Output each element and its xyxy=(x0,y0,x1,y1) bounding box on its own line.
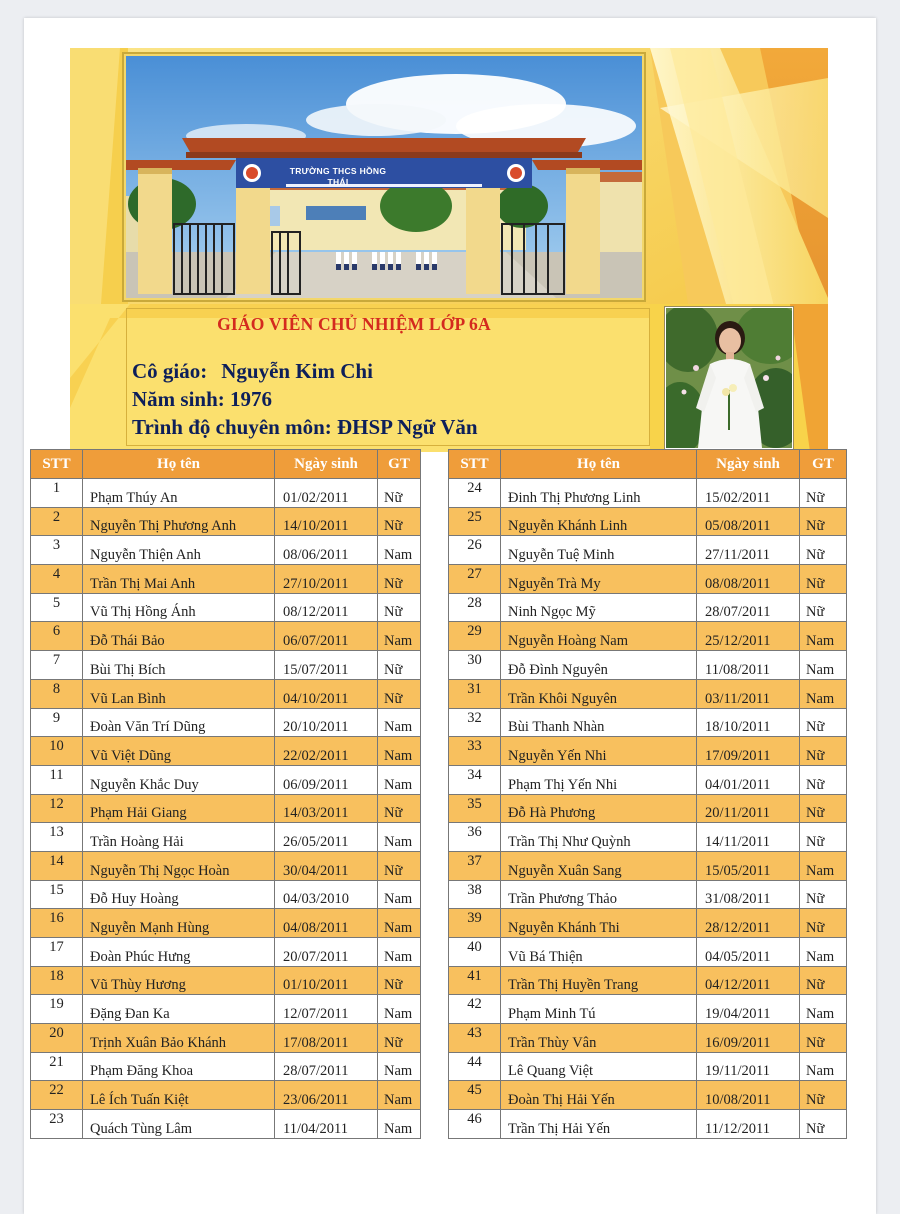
table-row xyxy=(449,536,847,565)
birth-date-cell: 11/12/2011 xyxy=(697,1110,800,1139)
table-row xyxy=(31,794,421,823)
table-row xyxy=(31,708,421,737)
student-name-cell: Nguyễn Xuân Sang xyxy=(501,851,697,880)
student-name-cell: Vũ Lan Bình xyxy=(83,679,275,708)
student-number-cell: 40 xyxy=(449,938,501,967)
student-number-cell: 11 xyxy=(31,765,83,794)
col-header-name: Họ tên xyxy=(501,450,697,479)
table-row xyxy=(449,593,847,622)
student-number-cell: 22 xyxy=(31,1081,83,1110)
gender-cell: Nam xyxy=(378,1052,421,1081)
student-name-cell: Trịnh Xuân Bảo Khánh xyxy=(83,1024,275,1053)
col-header-dob: Ngày sinh xyxy=(697,450,800,479)
table-row xyxy=(31,880,421,909)
table-row xyxy=(31,851,421,880)
birth-date-cell: 04/01/2011 xyxy=(697,765,800,794)
student-name-cell: Phạm Thúy An xyxy=(83,479,275,508)
birth-date-cell: 04/05/2011 xyxy=(697,938,800,967)
table-row xyxy=(31,1052,421,1081)
birth-date-cell: 17/08/2011 xyxy=(275,1024,378,1053)
student-number-cell: 8 xyxy=(31,679,83,708)
gender-cell: Nam xyxy=(378,708,421,737)
table-row xyxy=(449,708,847,737)
gender-cell: Nữ xyxy=(800,1081,847,1110)
student-number-cell: 9 xyxy=(31,708,83,737)
gender-cell: Nam xyxy=(800,851,847,880)
table-row xyxy=(449,622,847,651)
student-name-cell: Nguyễn Thiện Anh xyxy=(83,536,275,565)
table-row xyxy=(449,737,847,766)
teacher-qualification: Trình độ chuyên môn: ĐHSP Ngữ Văn xyxy=(132,415,478,439)
gender-cell: Nữ xyxy=(800,765,847,794)
student-name-cell: Nguyễn Thị Ngọc Hoàn xyxy=(83,851,275,880)
student-name-cell: Trần Thị Mai Anh xyxy=(83,565,275,594)
student-number-cell: 43 xyxy=(449,1024,501,1053)
student-name-cell: Đoàn Văn Trí Dũng xyxy=(83,708,275,737)
gender-cell: Nam xyxy=(800,651,847,680)
gender-cell: Nam xyxy=(378,995,421,1024)
table-row xyxy=(449,679,847,708)
table-header-row xyxy=(449,450,847,479)
gender-cell: Nữ xyxy=(378,507,421,536)
birth-date-cell: 18/10/2011 xyxy=(697,708,800,737)
gender-cell: Nam xyxy=(378,909,421,938)
table-row xyxy=(449,909,847,938)
table-row xyxy=(449,651,847,680)
table-row xyxy=(31,622,421,651)
student-name-cell: Nguyễn Khánh Linh xyxy=(501,507,697,536)
student-number-cell: 3 xyxy=(31,536,83,565)
student-name-cell: Phạm Thị Yến Nhi xyxy=(501,765,697,794)
student-number-cell: 7 xyxy=(31,651,83,680)
gender-cell: Nữ xyxy=(800,507,847,536)
student-name-cell: Trần Hoàng Hải xyxy=(83,823,275,852)
student-name-cell: Phạm Đăng Khoa xyxy=(83,1052,275,1081)
birth-date-cell: 08/12/2011 xyxy=(275,593,378,622)
gender-cell: Nam xyxy=(378,1081,421,1110)
gender-cell: Nam xyxy=(378,880,421,909)
student-name-cell: Đinh Thị Phương Linh xyxy=(501,479,697,508)
gender-cell: Nữ xyxy=(378,593,421,622)
gender-cell: Nam xyxy=(800,938,847,967)
col-header-stt: STT xyxy=(449,450,501,479)
student-number-cell: 2 xyxy=(31,507,83,536)
birth-date-cell: 20/07/2011 xyxy=(275,938,378,967)
student-name-cell: Đỗ Hà Phương xyxy=(501,794,697,823)
table-row xyxy=(449,765,847,794)
table-row xyxy=(449,479,847,508)
birth-date-cell: 11/04/2011 xyxy=(275,1110,378,1139)
gender-cell: Nữ xyxy=(800,880,847,909)
col-header-gender: GT xyxy=(800,450,847,479)
birth-date-cell: 14/10/2011 xyxy=(275,507,378,536)
birth-date-cell: 08/08/2011 xyxy=(697,565,800,594)
gender-cell: Nữ xyxy=(800,593,847,622)
birth-date-cell: 17/09/2011 xyxy=(697,737,800,766)
gender-cell: Nữ xyxy=(378,479,421,508)
birth-date-cell: 20/10/2011 xyxy=(275,708,378,737)
student-name-cell: Trần Khôi Nguyên xyxy=(501,679,697,708)
table-row xyxy=(449,823,847,852)
school-gate-photo xyxy=(126,56,642,298)
student-name-cell: Lê Quang Việt xyxy=(501,1052,697,1081)
table-row xyxy=(449,565,847,594)
gender-cell: Nữ xyxy=(800,909,847,938)
student-number-cell: 12 xyxy=(31,794,83,823)
birth-date-cell: 12/07/2011 xyxy=(275,995,378,1024)
table-row xyxy=(449,851,847,880)
table-row xyxy=(31,593,421,622)
teacher-label: Cô giáo: xyxy=(132,359,208,383)
student-name-cell: Vũ Thị Hồng Ánh xyxy=(83,593,275,622)
student-name-cell: Quách Tùng Lâm xyxy=(83,1110,275,1139)
student-name-cell: Ninh Ngọc Mỹ xyxy=(501,593,697,622)
student-name-cell: Vũ Thùy Hương xyxy=(83,966,275,995)
birth-date-cell: 15/05/2011 xyxy=(697,851,800,880)
gender-cell: Nam xyxy=(800,679,847,708)
birth-date-cell: 06/09/2011 xyxy=(275,765,378,794)
student-number-cell: 15 xyxy=(31,880,83,909)
table-row xyxy=(31,1110,421,1139)
student-number-cell: 5 xyxy=(31,593,83,622)
birth-date-cell: 27/11/2011 xyxy=(697,536,800,565)
student-number-cell: 10 xyxy=(31,737,83,766)
gender-cell: Nữ xyxy=(378,565,421,594)
gender-cell: Nữ xyxy=(800,708,847,737)
student-name-cell: Đỗ Đình Nguyên xyxy=(501,651,697,680)
class-banner xyxy=(70,48,828,452)
birth-date-cell: 15/07/2011 xyxy=(275,651,378,680)
birth-date-cell: 28/07/2011 xyxy=(275,1052,378,1081)
birth-date-cell: 03/11/2011 xyxy=(697,679,800,708)
birth-date-cell: 01/02/2011 xyxy=(275,479,378,508)
table-row xyxy=(449,995,847,1024)
table-row xyxy=(449,1052,847,1081)
student-number-cell: 25 xyxy=(449,507,501,536)
student-number-cell: 1 xyxy=(31,479,83,508)
table-row xyxy=(31,823,421,852)
birth-date-cell: 05/08/2011 xyxy=(697,507,800,536)
student-name-cell: Nguyễn Khánh Thi xyxy=(501,909,697,938)
gender-cell: Nam xyxy=(378,1110,421,1139)
teacher-birth-year: Năm sinh: 1976 xyxy=(132,387,273,411)
student-number-cell: 45 xyxy=(449,1081,501,1110)
birth-date-cell: 28/12/2011 xyxy=(697,909,800,938)
table-row xyxy=(31,679,421,708)
student-number-cell: 13 xyxy=(31,823,83,852)
birth-date-cell: 08/06/2011 xyxy=(275,536,378,565)
col-header-name: Họ tên xyxy=(83,450,275,479)
gender-cell: Nam xyxy=(800,1052,847,1081)
student-number-cell: 16 xyxy=(31,909,83,938)
student-name-cell: Nguyễn Trà My xyxy=(501,565,697,594)
student-number-cell: 32 xyxy=(449,708,501,737)
student-number-cell: 31 xyxy=(449,679,501,708)
birth-date-cell: 31/08/2011 xyxy=(697,880,800,909)
table-row xyxy=(31,479,421,508)
table-row xyxy=(31,909,421,938)
gender-cell: Nam xyxy=(378,737,421,766)
student-number-cell: 27 xyxy=(449,565,501,594)
table-row xyxy=(31,938,421,967)
birth-date-cell: 04/03/2010 xyxy=(275,880,378,909)
table-row xyxy=(449,1081,847,1110)
birth-date-cell: 16/09/2011 xyxy=(697,1024,800,1053)
student-name-cell: Bùi Thị Bích xyxy=(83,651,275,680)
table-row xyxy=(31,1024,421,1053)
student-number-cell: 28 xyxy=(449,593,501,622)
student-number-cell: 33 xyxy=(449,737,501,766)
birth-date-cell: 19/04/2011 xyxy=(697,995,800,1024)
table-row xyxy=(31,507,421,536)
gender-cell: Nữ xyxy=(800,1024,847,1053)
gender-cell: Nữ xyxy=(378,651,421,680)
student-name-cell: Lê Ích Tuấn Kiệt xyxy=(83,1081,275,1110)
student-name-cell: Đỗ Thái Bảo xyxy=(83,622,275,651)
student-number-cell: 39 xyxy=(449,909,501,938)
gender-cell: Nữ xyxy=(800,794,847,823)
birth-date-cell: 14/11/2011 xyxy=(697,823,800,852)
student-number-cell: 46 xyxy=(449,1110,501,1139)
birth-date-cell: 04/12/2011 xyxy=(697,966,800,995)
student-number-cell: 30 xyxy=(449,651,501,680)
gender-cell: Nữ xyxy=(378,966,421,995)
gender-cell: Nam xyxy=(378,823,421,852)
student-name-cell: Đặng Đan Ka xyxy=(83,995,275,1024)
student-number-cell: 4 xyxy=(31,565,83,594)
student-name-cell: Nguyễn Khắc Duy xyxy=(83,765,275,794)
table-row xyxy=(449,966,847,995)
student-name-cell: Trần Thị Hải Yến xyxy=(501,1110,697,1139)
student-name-cell: Nguyễn Yến Nhi xyxy=(501,737,697,766)
birth-date-cell: 27/10/2011 xyxy=(275,565,378,594)
birth-date-cell: 23/06/2011 xyxy=(275,1081,378,1110)
student-table-right xyxy=(448,449,847,1139)
col-header-gender: GT xyxy=(378,450,421,479)
teacher-portrait xyxy=(666,308,792,448)
table-row xyxy=(31,737,421,766)
student-number-cell: 20 xyxy=(31,1024,83,1053)
gender-cell: Nữ xyxy=(800,823,847,852)
student-name-cell: Vũ Việt Dũng xyxy=(83,737,275,766)
homeroom-heading: GIÁO VIÊN CHỦ NHIỆM LỚP 6A xyxy=(217,314,491,334)
table-row xyxy=(31,966,421,995)
student-number-cell: 23 xyxy=(31,1110,83,1139)
table-row xyxy=(449,507,847,536)
gender-cell: Nam xyxy=(378,622,421,651)
student-name-cell: Vũ Bá Thiện xyxy=(501,938,697,967)
gender-cell: Nam xyxy=(378,536,421,565)
birth-date-cell: 25/12/2011 xyxy=(697,622,800,651)
table-row xyxy=(449,794,847,823)
birth-date-cell: 19/11/2011 xyxy=(697,1052,800,1081)
teacher-name: Nguyễn Kim Chi xyxy=(221,359,373,383)
student-number-cell: 36 xyxy=(449,823,501,852)
table-row xyxy=(31,651,421,680)
student-name-cell: Nguyễn Hoàng Nam xyxy=(501,622,697,651)
student-name-cell: Trần Thị Như Quỳnh xyxy=(501,823,697,852)
birth-date-cell: 14/03/2011 xyxy=(275,794,378,823)
birth-date-cell: 01/10/2011 xyxy=(275,966,378,995)
gender-cell: Nam xyxy=(800,622,847,651)
student-number-cell: 17 xyxy=(31,938,83,967)
gender-cell: Nữ xyxy=(800,565,847,594)
student-number-cell: 19 xyxy=(31,995,83,1024)
gender-cell: Nữ xyxy=(378,794,421,823)
birth-date-cell: 04/10/2011 xyxy=(275,679,378,708)
table-row xyxy=(449,1110,847,1139)
table-row xyxy=(449,880,847,909)
gender-cell: Nam xyxy=(800,995,847,1024)
table-row xyxy=(31,536,421,565)
birth-date-cell: 15/02/2011 xyxy=(697,479,800,508)
student-number-cell: 37 xyxy=(449,851,501,880)
student-name-cell: Nguyễn Tuệ Minh xyxy=(501,536,697,565)
school-gate-sign: TRƯỜNG THCS HỒNG THÁI xyxy=(289,166,387,187)
birth-date-cell: 28/07/2011 xyxy=(697,593,800,622)
table-row xyxy=(31,565,421,594)
gender-cell: Nam xyxy=(378,765,421,794)
gender-cell: Nữ xyxy=(378,851,421,880)
student-number-cell: 41 xyxy=(449,966,501,995)
gender-cell: Nam xyxy=(378,938,421,967)
col-header-stt: STT xyxy=(31,450,83,479)
student-name-cell: Trần Thị Huyền Trang xyxy=(501,966,697,995)
student-name-cell: Trần Thùy Vân xyxy=(501,1024,697,1053)
student-number-cell: 26 xyxy=(449,536,501,565)
table-row xyxy=(449,1024,847,1053)
table-row xyxy=(449,938,847,967)
birth-date-cell: 20/11/2011 xyxy=(697,794,800,823)
gender-cell: Nữ xyxy=(800,1110,847,1139)
student-number-cell: 38 xyxy=(449,880,501,909)
birth-date-cell: 22/02/2011 xyxy=(275,737,378,766)
student-number-cell: 24 xyxy=(449,479,501,508)
birth-date-cell: 11/08/2011 xyxy=(697,651,800,680)
student-name-cell: Đoàn Thị Hải Yến xyxy=(501,1081,697,1110)
student-number-cell: 18 xyxy=(31,966,83,995)
student-number-cell: 21 xyxy=(31,1052,83,1081)
birth-date-cell: 30/04/2011 xyxy=(275,851,378,880)
student-number-cell: 42 xyxy=(449,995,501,1024)
student-number-cell: 14 xyxy=(31,851,83,880)
student-name-cell: Phạm Minh Tú xyxy=(501,995,697,1024)
student-number-cell: 44 xyxy=(449,1052,501,1081)
student-name-cell: Đỗ Huy Hoàng xyxy=(83,880,275,909)
student-number-cell: 29 xyxy=(449,622,501,651)
col-header-dob: Ngày sinh xyxy=(275,450,378,479)
student-table-left xyxy=(30,449,421,1139)
gender-cell: Nữ xyxy=(800,479,847,508)
table-header-row xyxy=(31,450,421,479)
student-number-cell: 34 xyxy=(449,765,501,794)
birth-date-cell: 26/05/2011 xyxy=(275,823,378,852)
student-name-cell: Nguyễn Mạnh Hùng xyxy=(83,909,275,938)
student-name-cell: Phạm Hải Giang xyxy=(83,794,275,823)
table-row xyxy=(31,765,421,794)
student-number-cell: 35 xyxy=(449,794,501,823)
birth-date-cell: 06/07/2011 xyxy=(275,622,378,651)
student-name-cell: Nguyễn Thị Phương Anh xyxy=(83,507,275,536)
gender-cell: Nữ xyxy=(800,966,847,995)
student-name-cell: Bùi Thanh Nhàn xyxy=(501,708,697,737)
student-number-cell: 6 xyxy=(31,622,83,651)
student-name-cell: Trần Phương Thảo xyxy=(501,880,697,909)
birth-date-cell: 04/08/2011 xyxy=(275,909,378,938)
gender-cell: Nữ xyxy=(800,737,847,766)
gender-cell: Nữ xyxy=(378,679,421,708)
gender-cell: Nữ xyxy=(800,536,847,565)
birth-date-cell: 10/08/2011 xyxy=(697,1081,800,1110)
table-row xyxy=(31,1081,421,1110)
student-name-cell: Đoàn Phúc Hưng xyxy=(83,938,275,967)
teacher-line xyxy=(132,359,373,384)
table-row xyxy=(31,995,421,1024)
gender-cell: Nữ xyxy=(378,1024,421,1053)
